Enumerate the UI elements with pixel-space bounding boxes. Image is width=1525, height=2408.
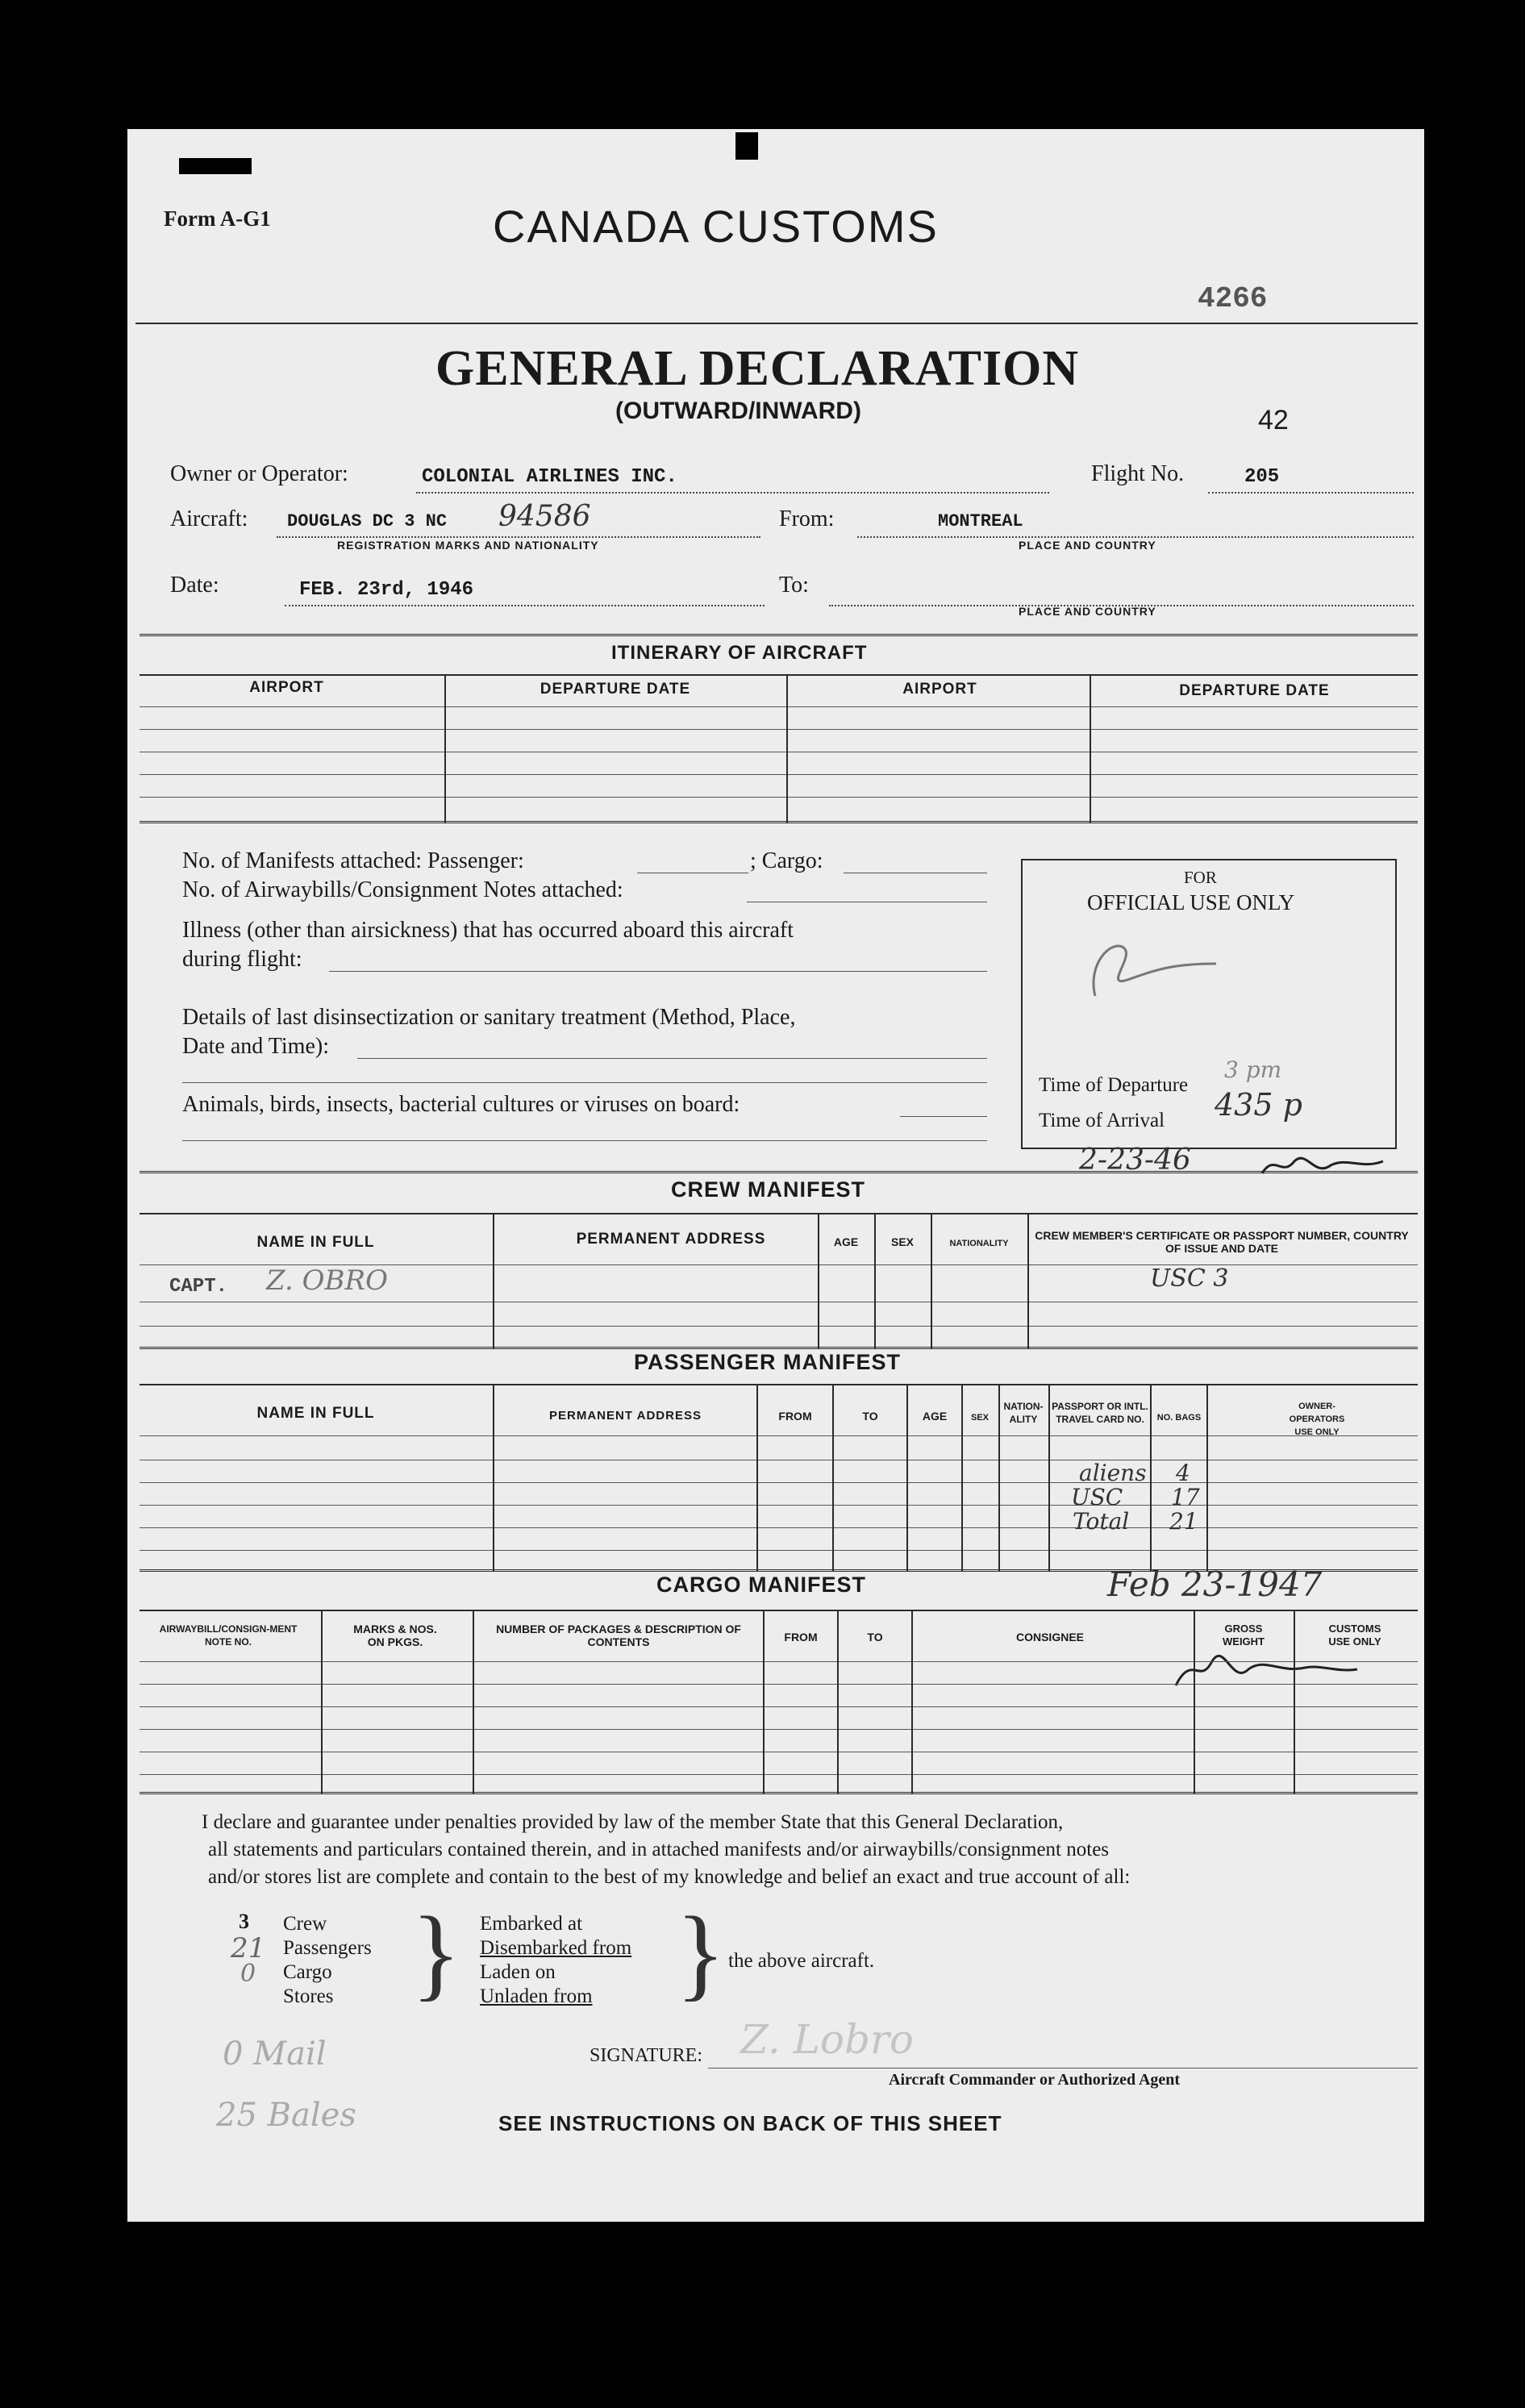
tally-value-total: 21: [1169, 1508, 1198, 1535]
itin-col-departure-2: DEPARTURE DATE: [1179, 682, 1330, 699]
cargo-row: [140, 1661, 1418, 1662]
tally-value-aliens: 4: [1176, 1460, 1190, 1486]
cargo-signature-scrawl: [1168, 1637, 1361, 1702]
cargo-divider: [763, 1610, 765, 1794]
itinerary-title: ITINERARY OF AIRCRAFT: [611, 642, 868, 664]
aircraft-line: [277, 536, 760, 538]
paper-tear: [179, 158, 252, 174]
pass-row: [140, 1527, 1418, 1528]
crew-row-name-hand: Z. OBRO: [266, 1264, 388, 1297]
instructions-footer: SEE INSTRUCTIONS ON BACK OF THIS SHEET: [498, 2111, 1002, 2135]
from-caption: PLACE AND COUNTRY: [1019, 539, 1156, 552]
official-scrawl: [1079, 931, 1224, 1004]
pass-row: [140, 1482, 1418, 1483]
tally-label-total: Total: [1073, 1508, 1130, 1535]
passenger-head-rule: [140, 1384, 1418, 1385]
date-value: FEB. 23rd, 1946: [299, 579, 474, 601]
above-aircraft: the above aircraft.: [728, 1950, 875, 1972]
cargo-col-packages: NUMBER OF PACKAGES & DESCRIPTION OF CONTENTS: [496, 1623, 741, 1648]
aircraft-handwritten: 94586: [498, 500, 591, 533]
item-stores: Stores: [283, 1985, 334, 2007]
action-disembarked: Disembarked from: [480, 1937, 632, 1959]
action-embarked: Embarked at: [480, 1913, 583, 1935]
date-label: Date:: [170, 573, 219, 598]
itin-row: [140, 706, 1418, 707]
flight-value: 205: [1244, 466, 1280, 488]
pass-divider: [832, 1384, 834, 1571]
declaration-line-1: I declare and guarantee under penalties provided by law of the member State that this General Declaration,: [202, 1811, 1064, 1833]
pass-col-age: AGE: [922, 1410, 948, 1423]
tally-label-aliens: aliens: [1079, 1460, 1147, 1486]
flight-label: Flight No.: [1091, 461, 1185, 486]
cargo-col-weight: GROSS WEIGHT: [1223, 1623, 1265, 1648]
crew-row: [140, 1326, 1418, 1327]
margin-note-bales: 25 Bales: [216, 2097, 356, 2134]
cargo-col-consignee: CONSIGNEE: [1015, 1631, 1084, 1644]
disinsect-label-2: Date and Time):: [182, 1034, 329, 1059]
arrival-label: Time of Arrival: [1039, 1110, 1165, 1131]
crew-row-cert: USC 3: [1150, 1264, 1229, 1293]
count-cargo: 0: [240, 1960, 256, 1988]
declaration-line-2: all statements and particulars contained therein, and in attached manifests and/or airwaybills/consignment notes: [208, 1839, 1110, 1860]
aircraft-value: DOUGLAS DC 3 NC: [287, 511, 448, 531]
action-unladen: Unladen from: [480, 1985, 593, 2007]
itinerary-top-rule: [140, 634, 1418, 636]
cargo-col-from: FROM: [784, 1631, 818, 1644]
aircraft-caption: REGISTRATION MARKS AND NATIONALITY: [337, 539, 599, 552]
crew-divider: [1027, 1213, 1029, 1348]
paper-tear: [735, 132, 758, 160]
disinsect-label-1: Details of last disinsectization or sanitary treatment (Method, Place,: [182, 1005, 796, 1030]
disinsect-line: [357, 1058, 987, 1059]
item-crew: Crew: [283, 1913, 327, 1935]
crew-divider: [493, 1213, 494, 1348]
cargo-bottom-rule: [140, 1792, 1418, 1794]
count-passengers: 21: [231, 1932, 266, 1964]
pass-row: [140, 1435, 1418, 1436]
from-value: MONTREAL: [938, 511, 1023, 531]
owner-line: [416, 492, 1049, 494]
crew-bottom-rule: [140, 1347, 1418, 1349]
pass-col-passport: PASSPORT OR INTL. TRAVEL CARD NO.: [1052, 1401, 1148, 1425]
departure-value: 3 pm: [1224, 1056, 1282, 1083]
disinsect-line-2: [182, 1082, 987, 1083]
stamp-number: 4266: [1198, 282, 1268, 315]
pass-divider: [1150, 1384, 1152, 1571]
animals-line-2: [182, 1140, 987, 1141]
itin-divider: [1090, 674, 1091, 823]
airwaybills-label: No. of Airwaybills/Consignment Notes attached:: [182, 877, 623, 902]
declaration-subtitle: (OUTWARD/INWARD): [615, 398, 861, 424]
header-rule: [135, 323, 1418, 324]
to-label: To:: [779, 573, 809, 598]
crew-divider: [931, 1213, 932, 1348]
cargo-title: CARGO MANIFEST: [656, 1573, 866, 1597]
cargo-divider: [321, 1610, 323, 1794]
date-note: 2-23-46: [1079, 1144, 1191, 1177]
cargo-head-rule: [140, 1610, 1418, 1611]
crew-top-rule: [140, 1171, 1418, 1173]
cargo-col-marks: MARKS & NOS. ON PKGS.: [353, 1623, 437, 1648]
crew-row-name: CAPT.: [169, 1276, 228, 1298]
cargo-divider: [1194, 1610, 1195, 1794]
from-label: From:: [779, 506, 835, 531]
cargo-col-to: TO: [867, 1631, 883, 1644]
cargo-col-customs: CUSTOMS USE ONLY: [1328, 1623, 1381, 1648]
owner-label: Owner or Operator:: [170, 461, 348, 486]
itinerary-head-rule: [140, 674, 1418, 676]
cargo-row: [140, 1729, 1418, 1730]
cargo-row: [140, 1684, 1418, 1685]
cargo-divider: [911, 1610, 913, 1794]
pass-divider: [906, 1384, 908, 1571]
pass-divider: [961, 1384, 963, 1571]
pass-col-name: NAME IN FULL: [256, 1405, 375, 1422]
initials-scrawl: [1258, 1145, 1387, 1185]
page-number: 42: [1258, 405, 1289, 435]
crew-col-address: PERMANENT ADDRESS: [576, 1231, 766, 1248]
pass-divider: [493, 1384, 494, 1571]
cargo-row: [140, 1774, 1418, 1775]
crew-col-cert: CREW MEMBER'S CERTIFICATE OR PASSPORT NUMBER, COUNTRY OF ISSUE AND DATE: [1035, 1229, 1409, 1255]
pass-row: [140, 1550, 1418, 1551]
illness-label-1: Illness (other than airsickness) that has occurred aboard this aircraft: [182, 918, 794, 943]
signature-scrawl: Z. Lobro: [740, 2016, 914, 2063]
pass-col-to: TO: [862, 1410, 878, 1423]
illness-label-2: during flight:: [182, 947, 302, 972]
pass-divider: [998, 1384, 1000, 1571]
cargo-handwritten-date: Feb 23-1947: [1107, 1564, 1323, 1604]
aircraft-label: Aircraft:: [170, 506, 248, 531]
cargo-col-airwaybill: AIRWAYBILL/CONSIGN-MENT NOTE NO.: [159, 1623, 298, 1648]
cargo-row: [140, 1706, 1418, 1707]
signature-label: SIGNATURE:: [590, 2045, 703, 2066]
flight-line: [1208, 492, 1414, 494]
animals-line: [900, 1116, 987, 1117]
itin-row: [140, 729, 1418, 730]
pass-col-address: PERMANENT ADDRESS: [549, 1409, 702, 1423]
pass-divider: [1048, 1384, 1050, 1571]
pass-col-owner: OWNER-OPERATORS USE ONLY: [1289, 1402, 1345, 1437]
crew-divider: [818, 1213, 819, 1348]
itin-col-departure-1: DEPARTURE DATE: [540, 681, 691, 698]
form-id: Form A-G1: [164, 206, 271, 231]
item-cargo: Cargo: [283, 1961, 332, 1983]
passenger-title: PASSENGER MANIFEST: [634, 1350, 902, 1374]
departure-label: Time of Departure: [1039, 1074, 1189, 1096]
pass-divider: [756, 1384, 758, 1571]
crew-head-rule: [140, 1213, 1418, 1214]
pass-col-nationality: NATION-ALITY: [1003, 1401, 1044, 1425]
pass-col-from: FROM: [778, 1410, 812, 1423]
animals-label: Animals, birds, insects, bacterial cultures or viruses on board:: [182, 1092, 740, 1117]
arrival-value: 435 p: [1215, 1087, 1302, 1123]
margin-note-mail: 0 Mail: [223, 2035, 327, 2073]
cargo-divider: [1294, 1610, 1295, 1794]
action-laden: Laden on: [480, 1961, 556, 1983]
tally-label-usc: USC: [1071, 1484, 1123, 1510]
crew-divider: [874, 1213, 876, 1348]
pass-col-bags: NO. BAGS: [1156, 1413, 1202, 1423]
declaration-title: GENERAL DECLARATION: [435, 341, 1080, 396]
official-for: FOR: [1184, 868, 1217, 887]
itin-row: [140, 797, 1418, 798]
to-caption: PLACE AND COUNTRY: [1019, 605, 1156, 618]
crew-col-sex: SEX: [890, 1235, 914, 1248]
illness-line: [329, 971, 987, 972]
form-title: CANADA CUSTOMS: [493, 201, 939, 252]
brace-left: }: [411, 1896, 461, 2010]
cargo-count-label: ; Cargo:: [750, 848, 823, 873]
itin-col-airport-2: AIRPORT: [902, 681, 977, 698]
itin-row: [140, 774, 1418, 775]
pass-col-sex: SEX: [970, 1413, 989, 1423]
official-use-label: OFFICIAL USE ONLY: [1087, 890, 1295, 914]
brace-right: }: [676, 1896, 726, 2010]
form-sheet: [127, 129, 1424, 2222]
from-line: [857, 536, 1414, 538]
declaration-line-3: and/or stores list are complete and contain to the best of my knowledge and belief an exact and true account of all:: [208, 1866, 1131, 1888]
cargo-divider: [837, 1610, 839, 1794]
itin-col-airport-1: AIRPORT: [249, 679, 324, 696]
signature-caption: Aircraft Commander or Authorized Agent: [889, 2071, 1181, 2089]
manifests-label: No. of Manifests attached: Passenger:: [182, 848, 524, 873]
item-passengers: Passengers: [283, 1937, 372, 1959]
itin-divider: [444, 674, 446, 823]
crew-title: CREW MANIFEST: [671, 1177, 865, 1202]
crew-col-age: AGE: [833, 1235, 859, 1248]
crew-col-nationality: NATIONALITY: [949, 1239, 1009, 1248]
date-line: [285, 605, 765, 606]
count-crew: 3: [239, 1910, 249, 1933]
itinerary-bottom-rule: [140, 821, 1418, 823]
tally-value-usc: 17: [1171, 1484, 1200, 1510]
crew-col-name: NAME IN FULL: [256, 1234, 375, 1251]
pass-row: [140, 1505, 1418, 1506]
pass-divider: [1206, 1384, 1208, 1571]
cargo-divider: [473, 1610, 474, 1794]
owner-value: COLONIAL AIRLINES INC.: [422, 466, 677, 488]
itin-divider: [786, 674, 788, 823]
